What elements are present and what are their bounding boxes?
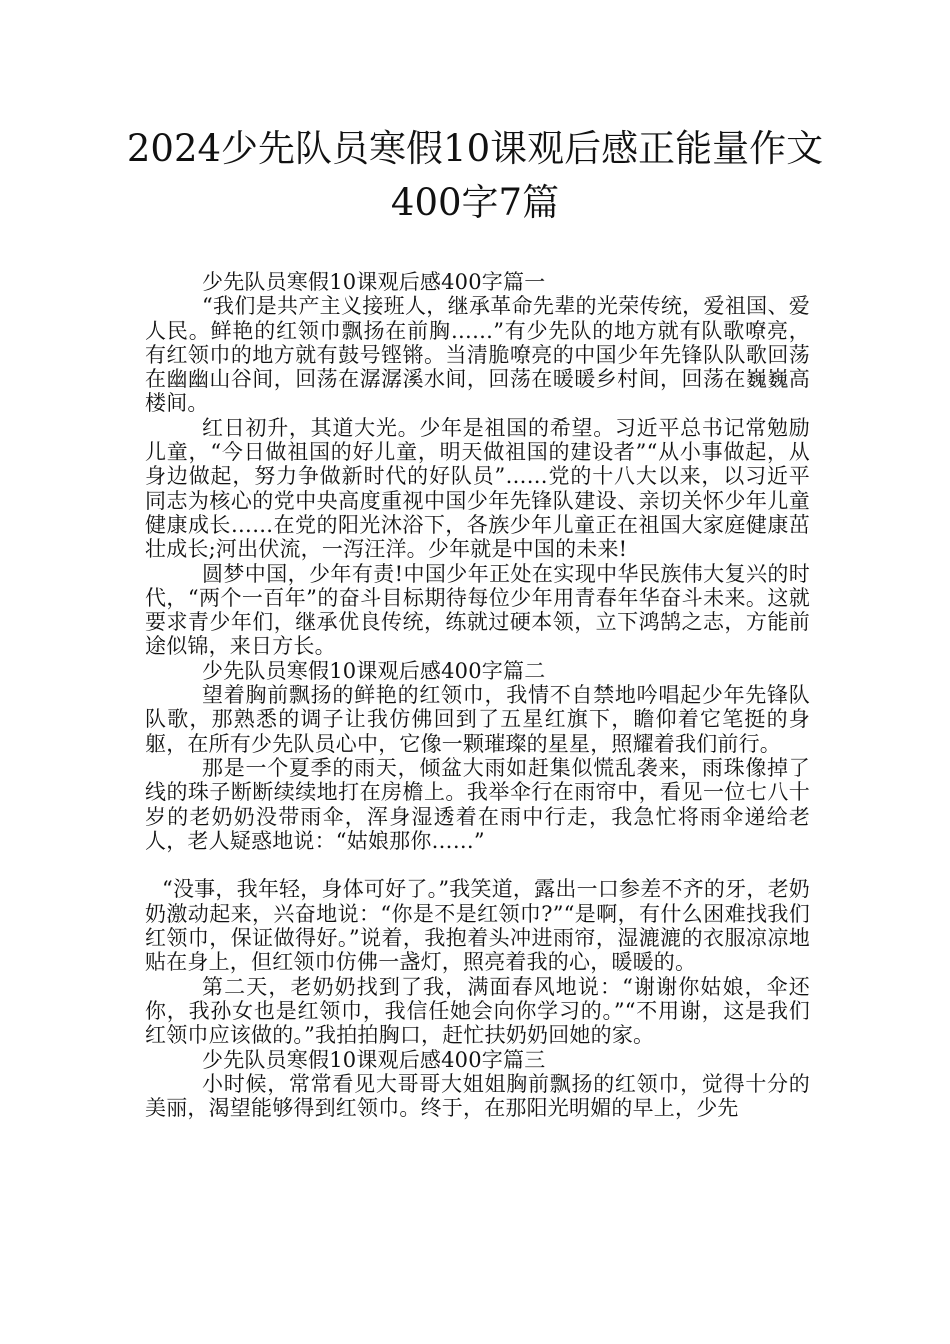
document-title-line-1: 2024少先队员寒假10课观后感正能量作文	[126, 127, 824, 170]
section-heading-3: 少先队员寒假10课观后感400字篇三	[202, 1047, 546, 1072]
document-body	[145, 270, 810, 1120]
paragraph: 小时候，常常看见大哥哥大姐姐胸前飘扬的红领巾，觉得十分的美丽，渴望能够得到红领巾。终于，在那阳光明媚的早上，少先	[145, 1071, 810, 1121]
paragraph: 红日初升，其道大光。少年是祖国的希望。习近平总书记常勉励儿童，“今日做祖国的好儿童，明天做祖国的建设者”“从小事做起，从身边做起，努力争做新时代的好队员”……党的十八大以来，以习近平同志为核心的党中央高度重视中国少年先锋队建设、亲切关怀少年儿童健康成长……在党的阳光沐浴下，各族少年儿童正在祖国大家庭健康茁壮成长;河出伏流，一泻汪洋。少年就是中国的未来!	[145, 415, 810, 562]
paragraph: 那是一个夏季的雨天，倾盆大雨如赶集似慌乱袭来，雨珠像掉了线的珠子断断续续地打在房檐上。我举伞行在雨帘中，看见一位七八十岁的老奶奶没带雨伞，浑身湿透着在雨中行走，我急忙将雨伞递给老人，老人疑惑地说：“姑娘那你……”	[145, 755, 810, 853]
section-heading-2: 少先队员寒假10课观后感400字篇二	[202, 658, 546, 683]
paragraph: 第二天，老奶奶找到了我，满面春风地说：“谢谢你姑娘，伞还你，我孙女也是红领巾，我信任她会向你学习的。”“不用谢，这是我们红领巾应该做的。”我拍拍胸口，赶忙扶奶奶回她的家。	[145, 974, 810, 1048]
paragraph: 望着胸前飘扬的鲜艳的红领巾，我情不自禁地吟唱起少年先锋队队歌，那熟悉的调子让我仿佛回到了五星红旗下，瞻仰着它笔挺的身躯，在所有少先队员心中，它像一颗璀璨的星星，照耀着我们前行。	[145, 683, 810, 756]
paragraph: 圆梦中国，少年有责!中国少年正处在实现中华民族伟大复兴的时代，“两个一百年”的奋斗目标期待每位少年用青春年华奋斗未来。这就要求青少年们，继承优良传统，练就过硬本领，立下鸿鹄之志，方能前途似锦，来日方长。	[145, 561, 810, 659]
section-heading-1: 少先队员寒假10课观后感400字篇一	[202, 270, 546, 294]
blank-line	[145, 853, 810, 877]
paragraph: “我们是共产主义接班人，继承革命先辈的光荣传统，爱祖国、爱人民。鲜艳的红领巾飘扬在前胸……”有少先队的地方就有队歌嘹亮，有红领巾的地方就有鼓号铿锵。当清脆嘹亮的中国少年先锋队队歌回荡在幽幽山谷间，回荡在潺潺溪水间，回荡在暖暖乡村间，回荡在巍巍高楼间。	[145, 294, 810, 416]
document-title-line-2: 400字7篇	[390, 181, 560, 224]
document-title	[100, 122, 850, 230]
paragraph: “没事，我年轻，身体可好了。”我笑道，露出一口参差不齐的牙，老奶奶激动起来，兴奋地说：“你是不是红领巾?”“是啊，有什么困难找我们红领巾，保证做得好。”说着，我抱着头冲进雨帘，湿漉漉的衣服凉凉地贴在身上，但红领巾仿佛一盏灯，照亮着我的心，暖暖的。	[145, 877, 810, 975]
